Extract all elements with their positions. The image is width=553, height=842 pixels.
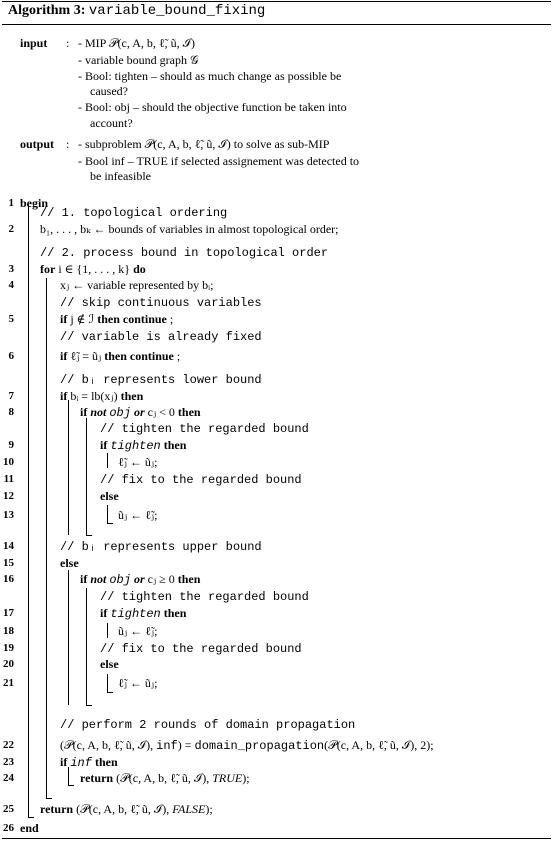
block-hook	[28, 817, 34, 818]
output-sep: :	[66, 137, 70, 151]
algorithm-line: if tighten then	[100, 606, 187, 621]
algorithm-line: ũⱼ ← ℓ̃ⱼ;	[118, 624, 158, 638]
algorithm-line: if inf then	[60, 755, 118, 770]
line-number: 14	[3, 540, 14, 552]
line-number: 2	[8, 223, 14, 235]
line-number: 25	[3, 803, 14, 815]
algorithm-line: for i ∈ {1, . . . , k} do	[40, 262, 146, 276]
input-item: caused?	[90, 84, 128, 98]
line-number: 22	[3, 739, 14, 751]
algorithm-line: (𝒫(c, A, b, ℓ̃, ũ, ℐ), inf) = domain_propagation(𝒫(c, A, b, ℓ̃, ũ, ℐ), 2);	[60, 738, 434, 753]
algorithm-line: ℓ̃ⱼ ← ũⱼ;	[118, 455, 158, 469]
input-item: - Bool: tighten – should as much change as possible be	[78, 69, 342, 83]
block-bar	[107, 674, 108, 692]
block-hook	[86, 705, 92, 706]
line-number: 23	[3, 756, 14, 768]
block-bar	[86, 588, 87, 705]
algorithm-line: // perform 2 rounds of domain propagation	[60, 718, 356, 732]
algorithm-line: ũⱼ ← ℓ̃ⱼ;	[118, 508, 158, 522]
algorithm-title	[8, 3, 265, 19]
algorithm-line: else	[60, 556, 79, 570]
line-number: 13	[3, 509, 14, 521]
algorithm-name: variable_bound_fixing	[88, 3, 266, 19]
line-number: 18	[3, 625, 14, 637]
algorithm-line: return (𝒫(c, A, b, ℓ̃, ũ, ℐ), TRUE);	[80, 771, 250, 785]
algorithm-line: if tighten then	[100, 438, 187, 453]
algorithm-line: // 1. topological ordering	[40, 206, 228, 220]
output-label: output	[20, 137, 55, 151]
line-number: 19	[3, 642, 14, 654]
algorithm-line: xⱼ ← variable represented by bᵢ;	[60, 278, 214, 292]
algorithm-line: // 2. process bound in topological order	[40, 246, 329, 260]
block-hook	[46, 798, 52, 799]
algorithm-line: // fix to the regarded bound	[100, 642, 302, 656]
algorithm-line: // tighten the regarded bound	[100, 590, 309, 604]
block-bar	[107, 453, 108, 468]
algorithm-line: ℓ̃ⱼ ← ũⱼ;	[118, 676, 158, 690]
block-hook	[107, 692, 113, 693]
output-item: - Bool inf – TRUE if selected assignement was detected to	[78, 154, 360, 168]
algorithm-line: else	[100, 489, 119, 503]
line-number: 15	[3, 557, 14, 569]
block-hook	[86, 535, 92, 536]
block-bar	[68, 400, 69, 535]
top-rule	[2, 1, 551, 2]
input-item: - MIP 𝒫(c, A, b, ℓ̃, ũ, ℐ)	[78, 36, 196, 50]
algorithm-line: else	[100, 657, 119, 671]
input-item: - variable bound graph 𝒢	[78, 53, 199, 67]
output-item: - subproblem 𝒫(c, A, b, ℓ̃, ũ, ℐ) to solve as sub-MIP	[78, 137, 330, 151]
block-bar	[107, 623, 108, 638]
line-number: 17	[3, 607, 14, 619]
algorithm-line: // bᵢ represents upper bound	[60, 540, 262, 554]
block-bar	[107, 505, 108, 523]
block-bar	[86, 418, 87, 535]
block-bar	[46, 278, 47, 798]
algorithm-line: return (𝒫(c, A, b, ℓ̃, ũ, ℐ), FALSE);	[40, 802, 213, 816]
line-number: 7	[8, 390, 14, 402]
algorithm-line: if bᵢ = lb(xⱼ) then	[60, 389, 144, 403]
line-number: 9	[8, 439, 14, 451]
line-number: 12	[3, 490, 14, 502]
algorithm-line: // skip continuous variables	[60, 296, 262, 310]
line-number: 16	[3, 573, 14, 585]
block-bar	[28, 205, 29, 817]
block-hook	[68, 785, 74, 786]
line-number: 5	[8, 313, 14, 325]
algorithm-line: if ℓ̃ⱼ = ũⱼ then continue ;	[60, 349, 181, 363]
line-number: 24	[3, 772, 14, 784]
algorithm-line: begin	[20, 196, 49, 210]
algorithm-label: Algorithm 3:	[8, 3, 86, 18]
algorithm-line: // tighten the regarded bound	[100, 422, 309, 436]
input-sep: :	[66, 36, 70, 50]
block-bar	[68, 570, 69, 705]
algorithm-line: b₁, . . . , bₖ ← bounds of variables in almost topological order;	[40, 222, 339, 236]
line-number: 8	[8, 406, 14, 418]
line-number: 1	[8, 197, 14, 209]
input-label: input	[20, 36, 48, 50]
algorithm-line: if j ∉ ℐ then continue ;	[60, 312, 174, 326]
line-number: 10	[3, 456, 14, 468]
output-item: be infeasible	[90, 169, 151, 183]
line-number: 6	[8, 350, 14, 362]
input-item: account?	[90, 116, 133, 130]
algorithm-line: end	[20, 821, 39, 835]
algorithm-line: // variable is already fixed	[60, 330, 262, 344]
line-number: 20	[3, 658, 14, 670]
line-number: 21	[3, 677, 14, 689]
title-rule	[2, 24, 551, 25]
line-number: 26	[3, 822, 14, 834]
algorithm-line: if not obj or cⱼ < 0 then	[80, 405, 201, 420]
line-number: 3	[8, 263, 14, 275]
block-hook	[107, 523, 113, 524]
line-number: 4	[8, 279, 14, 291]
algorithm-line: if not obj or cⱼ ≥ 0 then	[80, 572, 201, 587]
bottom-rule	[2, 838, 551, 839]
algorithm-line: // bᵢ represents lower bound	[60, 373, 262, 387]
block-bar	[68, 767, 69, 785]
input-item: - Bool: obj – should the objective function be taken into	[78, 100, 347, 114]
line-number: 11	[3, 473, 14, 485]
algorithm-line: // fix to the regarded bound	[100, 473, 302, 487]
